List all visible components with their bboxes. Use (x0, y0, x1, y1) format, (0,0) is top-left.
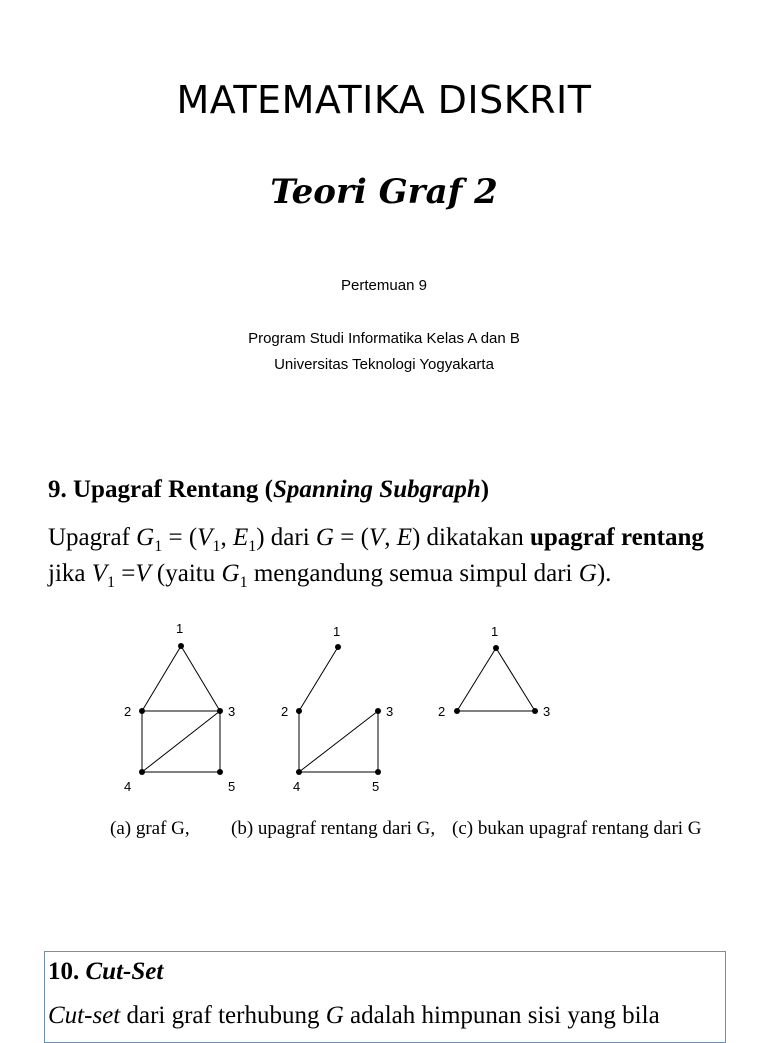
text: = ( (162, 524, 198, 551)
node-label: 5 (372, 779, 380, 794)
edge-b-3-4 (299, 711, 378, 772)
meeting-label: Pertemuan 9 (341, 277, 427, 294)
edge-b-1-2 (299, 647, 338, 711)
graph-a (142, 646, 220, 772)
text: , (384, 524, 397, 551)
math-sub: 1 (154, 538, 163, 555)
graph-figure (0, 610, 768, 840)
math-var: E (232, 524, 249, 551)
node-b-5 (375, 769, 381, 775)
math-var: V (368, 524, 385, 551)
node-label: 4 (293, 779, 301, 794)
node-label: 4 (124, 779, 132, 794)
math-var: V (197, 524, 213, 551)
node-b-1 (335, 644, 341, 650)
text: ) dari (256, 524, 316, 551)
node-label: 3 (386, 704, 394, 719)
node-label: 1 (491, 624, 499, 639)
text: ) dikatakan (411, 524, 530, 551)
edge-a-1-2 (142, 646, 181, 711)
math-sub: 1 (239, 574, 248, 591)
node-label: 3 (228, 704, 236, 719)
section-title-part: ) (480, 476, 490, 503)
section-10-heading (48, 958, 163, 986)
node-label: 2 (438, 704, 446, 719)
node-c-3 (532, 708, 538, 714)
edge-c-1-3 (496, 648, 535, 711)
graph-b (299, 647, 378, 772)
page-title: MATEMATIKA DISKRIT (176, 78, 592, 122)
caption-c: (c) bukan upagraf rentang dari G (452, 818, 702, 839)
math-var: G (325, 1002, 344, 1029)
caption-b: (b) upagraf rentang dari G, (231, 818, 436, 839)
graph-c (457, 648, 535, 711)
node-label: 2 (281, 704, 289, 719)
text: Upagraf (48, 524, 137, 551)
node-b-4 (296, 769, 302, 775)
section-number: 9. (48, 476, 67, 503)
node-a-1 (178, 643, 184, 649)
italic-term: Cut-set (48, 1002, 121, 1029)
text: (yaitu (150, 560, 222, 587)
text: = ( (333, 524, 369, 551)
text: ). (596, 560, 612, 587)
math-var: G (136, 524, 155, 551)
text: = (115, 560, 136, 587)
node-label: 1 (176, 621, 184, 636)
program-label: Program Studi Informatika Kelas A dan B (248, 330, 520, 347)
math-var: G (221, 560, 240, 587)
math-var: E (396, 524, 412, 551)
section-number: 10. (48, 958, 80, 985)
node-a-5 (217, 769, 223, 775)
node-c-1 (493, 645, 499, 651)
definition-line-1 (48, 524, 704, 556)
node-label: 1 (333, 624, 341, 639)
edge-c-1-2 (457, 648, 496, 711)
node-b-3 (375, 708, 381, 714)
math-sub: 1 (212, 538, 221, 555)
page-subtitle: Teori Graf 2 (270, 172, 498, 212)
section-9-heading (48, 476, 489, 504)
edge-a-3-4 (142, 711, 220, 772)
math-sub: 1 (248, 538, 257, 555)
text: mengandung semua simpul dari (247, 560, 579, 587)
node-a-3 (217, 708, 223, 714)
node-label: 2 (124, 704, 132, 719)
section-10-definition (48, 1002, 660, 1030)
edge-a-1-3 (181, 646, 220, 711)
text: adalah himpunan sisi yang bila (343, 1002, 660, 1029)
section-title-part: Upagraf Rentang ( (73, 476, 273, 503)
bold-term: upagraf rentang (530, 524, 704, 551)
section-title-italic: Cut-Set (85, 958, 164, 985)
math-sub: 1 (107, 574, 116, 591)
text: , (220, 524, 233, 551)
math-var: G (315, 524, 334, 551)
node-label: 5 (228, 779, 236, 794)
node-label: 3 (543, 704, 551, 719)
text: dari graf terhubung (120, 1002, 326, 1029)
caption-a: (a) graf G, (110, 818, 190, 839)
node-b-2 (296, 708, 302, 714)
node-a-2 (139, 708, 145, 714)
math-var: G (578, 560, 597, 587)
text: jika (48, 560, 92, 587)
math-var: V (135, 560, 151, 587)
math-var: V (91, 560, 108, 587)
university-label: Universitas Teknologi Yogyakarta (274, 356, 494, 373)
section-title-italic: Spanning Subgraph (273, 476, 481, 503)
node-c-2 (454, 708, 460, 714)
definition-line-2 (48, 560, 611, 592)
node-a-4 (139, 769, 145, 775)
